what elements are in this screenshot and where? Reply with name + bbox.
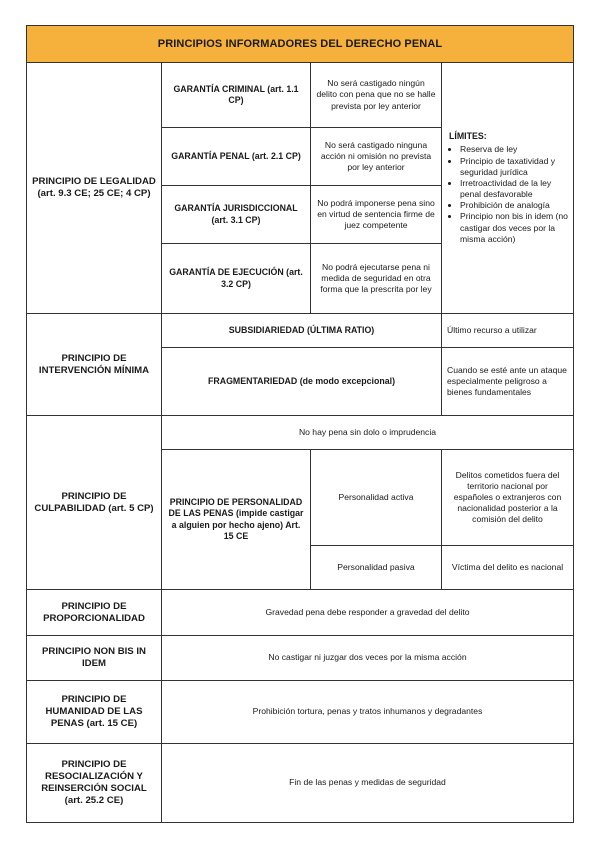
nonbis-heading: PRINCIPIO NON BIS IN IDEM <box>27 636 162 681</box>
legalidad-heading: PRINCIPIO DE LEGALIDAD (art. 9.3 CE; 25 CE; 4 CP) <box>27 63 162 314</box>
resocializacion-desc: Fin de las penas y medidas de seguridad <box>162 744 574 823</box>
garantia-ejecucion: GARANTÍA DE EJECUCIÓN (art. 3.2 CP) <box>162 244 311 314</box>
principles-table <box>26 25 574 823</box>
humanidad-heading: PRINCIPIO DE HUMANIDAD DE LAS PENAS (art. 15 CE) <box>27 681 162 744</box>
culpabilidad-heading: PRINCIPIO DE CULPABILIDAD (art. 5 CP) <box>27 416 162 590</box>
limits-list <box>447 144 568 245</box>
personalidad-penas: PRINCIPIO DE PERSONALIDAD DE LAS PENAS (impide castigar a alguien por hecho ajeno) Art. 15 CE <box>162 450 311 590</box>
personalidad-activa-desc: Delitos cometidos fuera del territorio nacional por españoles o extranjeros con nacionalidad posterior a la comisión del delito <box>442 450 574 546</box>
limit-item: • Reserva de ley <box>460 144 568 155</box>
subsidiariedad: SUBSIDIARIEDAD (ÚLTIMA RATIO) <box>162 314 442 348</box>
fragmentariedad: FRAGMENTARIEDAD (de modo excepcional) <box>162 348 442 416</box>
page-title: PRINCIPIOS INFORMADORES DEL DERECHO PENAL <box>27 26 574 63</box>
personalidad-pasiva: Personalidad pasiva <box>311 546 442 590</box>
proporcionalidad-desc: Gravedad pena debe responder a gravedad del delito <box>162 590 574 636</box>
nonbis-desc: No castigar ni juzgar dos veces por la misma acción <box>162 636 574 681</box>
personalidad-pasiva-desc: Víctima del delito es nacional <box>442 546 574 590</box>
garantia-penal-desc: No será castigado ninguna acción ni omisión no prevista por ley anterior <box>311 128 442 186</box>
limit-item: • Irretroactividad de la ley penal desfavorable <box>460 178 568 200</box>
garantia-penal: GARANTÍA PENAL (art. 2.1 CP) <box>162 128 311 186</box>
limits-cell <box>442 63 574 314</box>
intervencion-heading: PRINCIPIO DE INTERVENCIÓN MÍNIMA <box>27 314 162 416</box>
fragmentariedad-desc: Cuando se esté ante un ataque especialmente peligroso a bienes fundamentales <box>442 348 574 416</box>
garantia-ejecucion-desc: No podrá ejecutarse pena ni medida de seguridad en otra forma que la prescrita por ley <box>311 244 442 314</box>
limit-item: • Prohibición de analogía <box>460 200 568 211</box>
garantia-jurisdiccional: GARANTÍA JURISDICCIONAL (art. 3.1 CP) <box>162 186 311 244</box>
personalidad-activa: Personalidad activa <box>311 450 442 546</box>
limits-title: LÍMITES: <box>449 131 487 142</box>
garantia-jurisdiccional-desc: No podrá imponerse pena sino en virtud de sentencia firme de juez competente <box>311 186 442 244</box>
limit-item: • Principio de taxatividad y seguridad jurídica <box>460 156 568 178</box>
garantia-criminal-desc: No será castigado ningún delito con pena que no se halle prevista por ley anterior <box>311 63 442 128</box>
dolo-imprudencia: No hay pena sin dolo o imprudencia <box>162 416 574 450</box>
subsidiariedad-desc: Último recurso a utilizar <box>442 314 574 348</box>
garantia-criminal: GARANTÍA CRIMINAL (art. 1.1 CP) <box>162 63 311 128</box>
resocializacion-heading: PRINCIPIO DE RESOCIALIZACIÓN Y REINSERCIÓN SOCIAL (art. 25.2 CE) <box>27 744 162 823</box>
proporcionalidad-heading: PRINCIPIO DE PROPORCIONALIDAD <box>27 590 162 636</box>
humanidad-desc: Prohibición tortura, penas y tratos inhumanos y degradantes <box>162 681 574 744</box>
limit-item: • Principio non bis in idem (no castigar dos veces por la misma acción) <box>460 211 568 245</box>
